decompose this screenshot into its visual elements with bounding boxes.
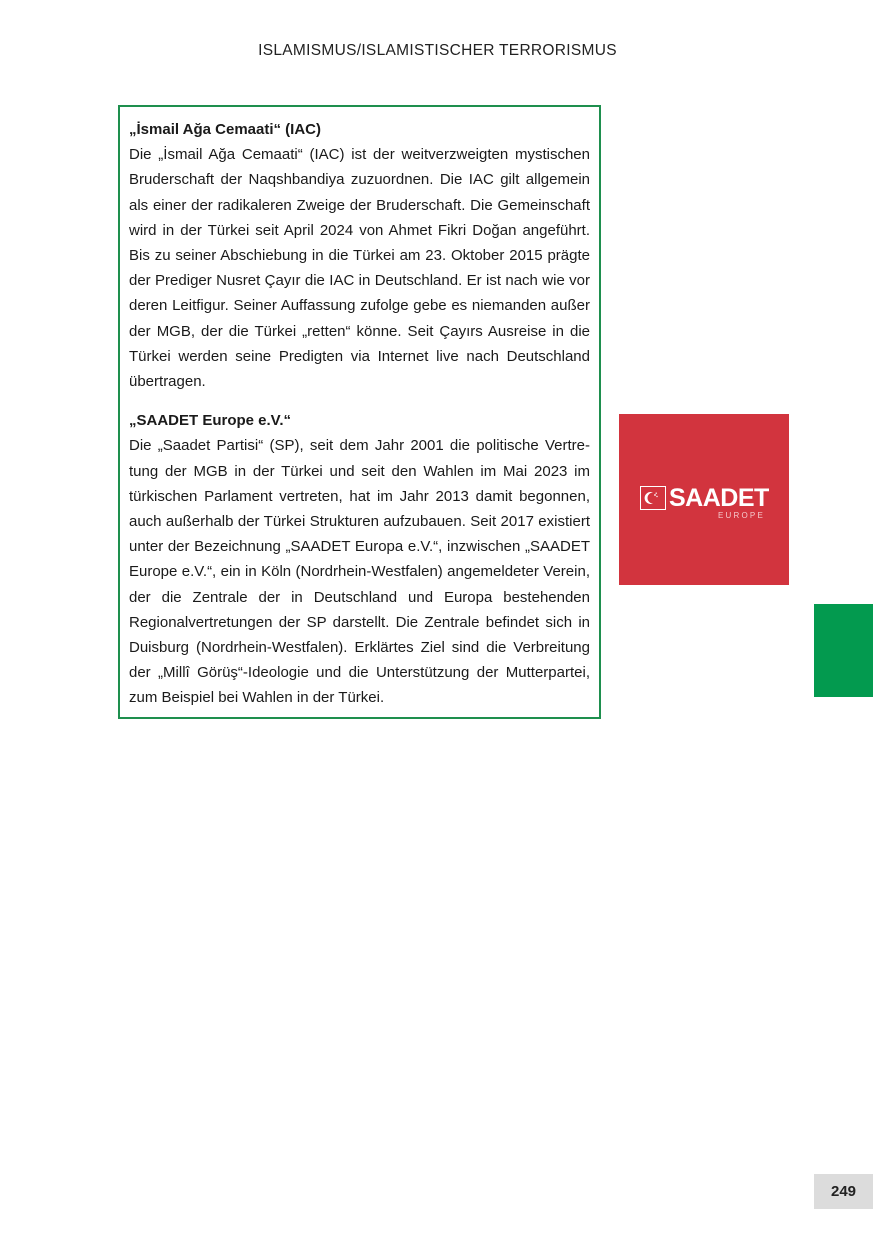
- page-number: 249: [814, 1174, 873, 1209]
- chapter-tab: [814, 604, 873, 697]
- logo-wordmark: SAADET: [669, 484, 769, 512]
- crescent-icon: [644, 490, 660, 506]
- logo-subline: EUROPE: [718, 511, 765, 520]
- section-body: Die „Saadet Partisi“ (SP), seit dem Jahr 2001 die politische Vertretung der MGB in der Türkei und seit den Wahlen im Mai 2023 im türkischen Parlament vertreten, hat im Jahr 2013 damit begonnen, auch außerhalb der Türkei Strukturen aufzubauen. Seit 2017 existiert unter der Bezeichnung „SAADET Europa e.V.“, inzwischen „SAADET Europe e.V.“, ein in Köln (Nordrhein-Westfalen) angemeldeter Verein, der die Zentrale der in Deutschland und Europa bestehenden Regionalvertretungen der SP darstellt. Die Zentrale befindet sich in Duisburg (Nordrhein-Westfalen). Erklärtes Ziel sind die Verbreitung der „Millî Görüş“-Ideologie und die Unterstützung der Mutterpartei, zum Beispiel bei Wahlen in der Türkei.: [129, 437, 590, 707]
- info-box: [118, 105, 601, 719]
- section-title: „İsmail Ağa Cemaati“ (IAC): [129, 121, 321, 138]
- crescent-star-icon: [640, 486, 666, 510]
- saadet-europe-logo: [619, 414, 789, 585]
- section-iac: [129, 117, 590, 394]
- section-body: Die „İsmail Ağa Cemaati“ (IAC) ist der weitverzweigten mystischen Bruderschaft der Naqshbandiya zuzuordnen. Die IAC gilt allgemein als einer der radikaleren Zweige der Bruderschaft. Die Gemeinschaft wird in der Türkei seit April 2024 von Ahmet Fikri Doğan angeführt. Bis zu seiner Abschiebung in die Türkei am 23. Oktober 2015 prägte der Prediger Nusret Çayır die IAC in Deutschland. Er ist nach wie vor deren Leitfigur. Seiner Auffassung zufolge gebe es niemanden außer der MGB, der die Türkei „retten“ könne. Seit Çayırs Ausreise in die Türkei werden seine Predigten via Internet live nach Deutschland übertragen.: [129, 146, 590, 391]
- section-title: „SAADET Europe e.V.“: [129, 412, 291, 430]
- running-header: ISLAMISMUS/ISLAMISTISCHER TERRORISMUS: [258, 42, 617, 59]
- section-saadet: [129, 408, 590, 710]
